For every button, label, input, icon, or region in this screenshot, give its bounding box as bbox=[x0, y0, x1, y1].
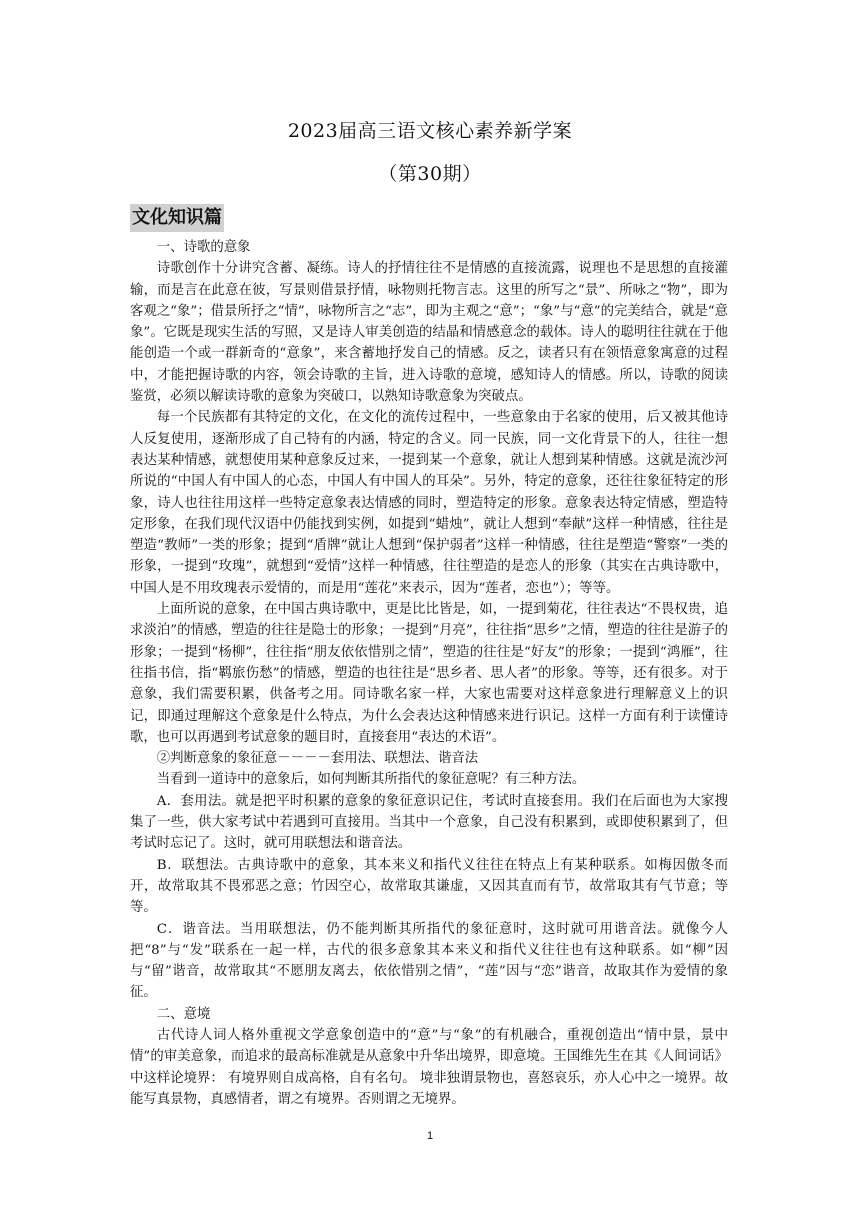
heading-poetry-imagery: 一、诗歌的意象 bbox=[156, 240, 251, 255]
paragraph: 古代诗人词人格外重视文学意象创造中的“意”与“象”的有机融合，重视创造出“情中景，景中情”的审美意象，而追求的最高标准就是从意象中升华出境界，即意境。王国维先生在其《人间词话》中这样论境界： 有境界则自成高格，自有名句。 境非独谓景物也，喜怒哀乐，亦人心中之一境界。故能写真景物，真感情者，谓之有境界。否则谓之无境界。 bbox=[130, 1027, 728, 1107]
heading-artistic-conception: 二、意境 bbox=[156, 1006, 211, 1022]
paragraph-method-b: B．联想法。古典诗歌中的意象，其本来义和指代义往往在特点上有某种联系。如梅因傲冬而开，故常取其不畏邪恶之意；竹因空心，故常取其谦虚，又因其直而有节，故常取其有气节意；等等。 bbox=[130, 857, 728, 916]
paragraph-method-a: A．套用法。就是把平时积累的意象的象征意识记住，考试时直接套用。我们在后面也为大家搜集了一些，供大家考试中若遇到可直接用。当其中一个意象，自己没有积累到，或即使积累到了，但考试时忘记了。这时，就可用联想法和谐音法。 bbox=[130, 793, 728, 852]
subheading-judging-symbolism: ②判断意象的象征意－－－－套用法、联想法、谐音法 bbox=[156, 751, 479, 767]
document-body bbox=[130, 237, 728, 1110]
paragraph-method-c: C．谐音法。当用联想法，仍不能判断其所指代的象征意时，这时就可用谐音法。就像今人把“8”与“发”联系在一起一样，古代的很多意象其本来义和指代义往往也有这种联系。如“柳”因与“留”谐音，故常取其“不愿朋友离去，依依惜别之情”，“莲”因与“恋”谐音，故取其作为爱情的象征。 bbox=[130, 921, 728, 1001]
page-number: 1 bbox=[426, 1130, 434, 1142]
document-title: 2023届高三语文核心素养新学案 bbox=[287, 120, 573, 142]
paragraph: 每一个民族都有其特定的文化，在文化的流传过程中，一些意象由于名家的使用，后又被其他诗人反复使用，逐渐形成了自己特有的内涵，特定的含义。同一民族，同一文化背景下的人，往往一想表达某种情感，就想使用某种意象反过来，一提到某一个意象，就让人想到某种情感。这就是流沙河所说的“中国人有中国人的心态，中国人有中国人的耳朵”。另外，特定的意象，还往往象征特定的形象，诗人也往往用这样一些特定意象表达情感的同时，塑造特定的形象。意象表达特定情感，塑造特定形象，在我们现代汉语中仍能找到实例，如提到“蜡烛”，就让人想到“奉献”这样一种情感，往往是塑造“教师”一类的形象；提到“盾牌”就让人想到“保护弱者”这样一种情感，往往是塑造“警察”一类的形象，一提到“玫瑰”，就想到“爱情”这样一种情感，往往塑造的是恋人的形象（其实在古典诗歌中，中国人是不用玫瑰表示爱情的，而是用“莲花”来表示，因为“莲者，恋也”）；等等。 bbox=[130, 410, 728, 596]
paragraph: 诗歌创作十分讲究含蓄、凝练。诗人的抒情往往不是情感的直接流露，说理也不是思想的直接灌输，而是言在此意在彼，写景则借景抒情，咏物则托物言志。这里的所写之“景”、所咏之“物”，即为客观之“象”；借景所抒之“情”，咏物所言之“志”，即为主观之“意”；“象”与“意”的完美结合，就是“意象”。它既是现实生活的写照，又是诗人审美创造的结晶和情感意念的载体。诗人的聪明往往就在于他能创造一个或一群新奇的“意象”，来含蓄地抒发自己的情感。反之，读者只有在领悟意象寓意的过程中，才能把握诗歌的内容，领会诗歌的主旨，进入诗歌的意境，感知诗人的情感。所以，诗歌的阅读鉴赏，必须以解读诗歌的意象为突破口，以熟知诗歌意象为突破点。 bbox=[130, 261, 728, 405]
issue-number: （第30期） bbox=[378, 163, 482, 185]
section-heading: 文化知识篇 bbox=[130, 204, 224, 232]
paragraph: 当看到一道诗中的意象后，如何判断其所指代的象征意呢？有三种方法。 bbox=[156, 772, 586, 788]
paragraph: 上面所说的意象，在中国古典诗歌中，更是比比皆是，如，一提到菊花，往往表达“不畏权贵，追求淡泊”的情感，塑造的往往是隐士的形象；一提到“月亮”，往往指“思乡”之情，塑造的往往是游子的形象；一提到“杨柳”，往往指“朋友依依惜别之情”，塑造的往往是“好友”的形象；一提到“鸿雁”，往往指书信，指“羁旅伤愁”的情感，塑造的也往往是“思乡者、思人者”的形象。等等，还有很多。对于意象，我们需要积累，供备考之用。同诗歌名家一样，大家也需要对这样意象进行理解意义上的识记，即通过理解这个意象是什么特点，为什么会表达这种情感来进行识记。这样一方面有利于读懂诗歌，也可以再遇到考试意象的题目时，直接套用“表达的术语”。 bbox=[130, 602, 728, 745]
